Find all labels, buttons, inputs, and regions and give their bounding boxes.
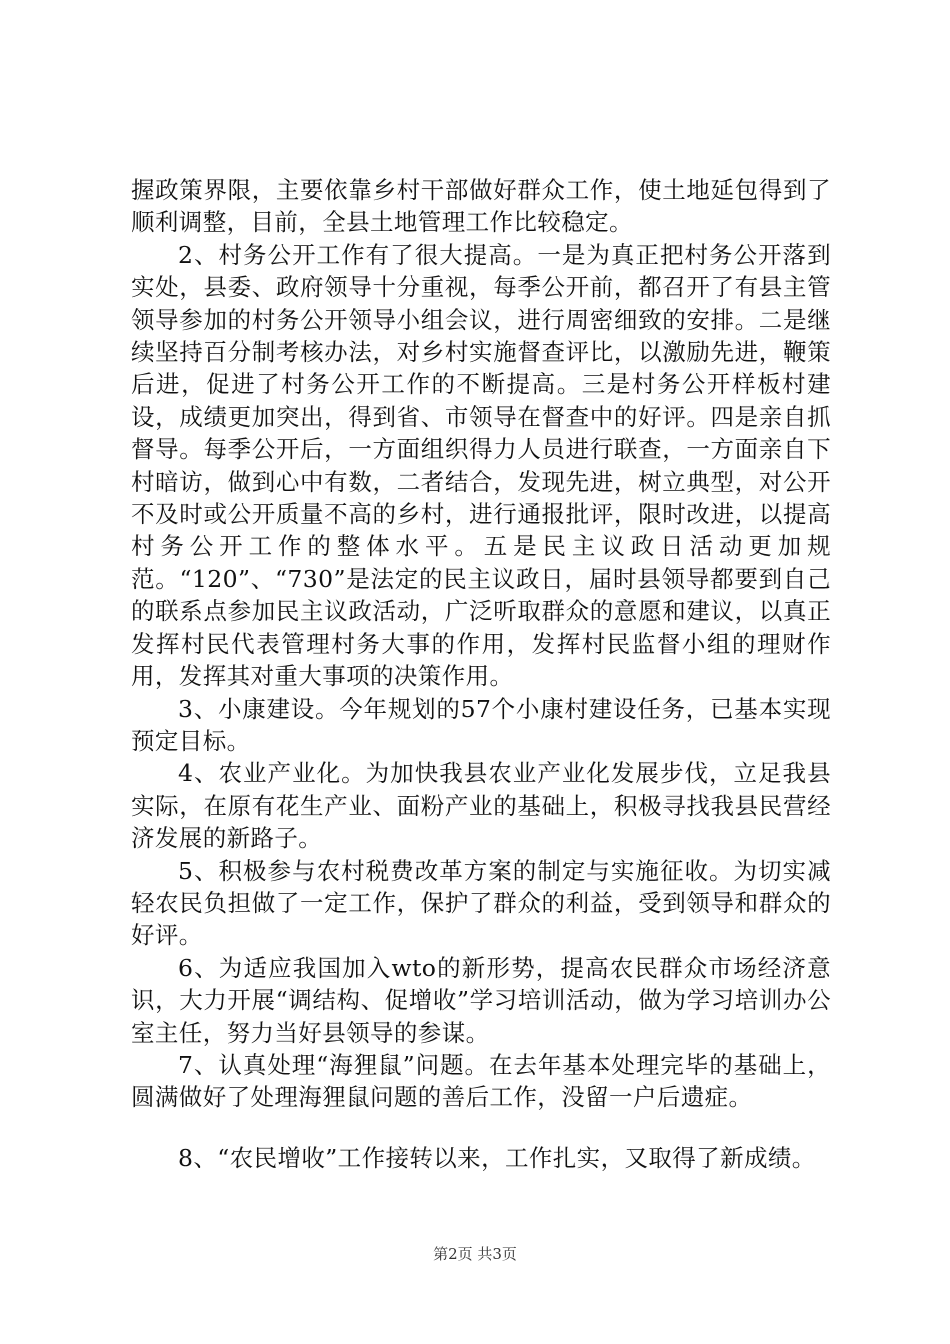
paragraph-item-4: 4、农业产业化。为加快我县农业产业化发展步伐，立足我县实际，在原有花生产业、面粉产业的基础上，积极寻找我县民营经济发展的新路子。 <box>131 759 831 853</box>
paragraph-item-2: 2、村务公开工作有了很大提高。一是为真正把村务公开落到实处，县委、政府领导十分重视，每季公开前，都召开了有县主管领导参加的村务公开领导小组会议，进行周密细致的安排。二是继续坚持百分制考核办法，对乡村实施督查评比，以激励先进，鞭策后进，促进了村务公开工作的不断提高。三是村务公开样板村建设，成绩更加突出，得到省、市领导在督查中的好评。四是亲自抓督导。每季公开后，一方面组织得力人员进行联查，一方面亲自下村暗访，做到心中有数，二者结合，发现先进，树立典型，对公开不及时或公开质量不高的乡村，进行通报批评，限时改进，以提高村务公开工作的整体水平。五是民主议政日活动更加规范。“120”、“730”是法定的民主议政日，届时县领导都要到自己的联系点参加民主议政活动，广泛听取群众的意愿和建议，以真正发挥村民代表管理村务大事的作用，发挥村民监督小组的理财作用，发挥其对重大事项的决策作用。 <box>131 240 831 691</box>
page-number-footer: 第2页 共3页 <box>433 1245 517 1263</box>
paragraph-item-3: 3、小康建设。今年规划的57个小康村建设任务，已基本实现预定目标。 <box>131 694 831 755</box>
document-body <box>131 174 831 1174</box>
paragraph-item-5: 5、积极参与农村税费改革方案的制定与实施征收。为切实减轻农民负担做了一定工作，保护了群众的利益，受到领导和群众的好评。 <box>131 856 831 950</box>
paragraph-continuation: 握政策界限，主要依靠乡村干部做好群众工作，使土地延包得到了顺利调整，目前，全县土地管理工作比较稳定。 <box>131 176 831 237</box>
paragraph-item-8: 8、“农民增收”工作接转以来，工作扎实，又取得了新成绩。 <box>178 1143 816 1172</box>
paragraph-item-7: 7、认真处理“海狸鼠”问题。在去年基本处理完毕的基础上，圆满做好了处理海狸鼠问题的善后工作，没留一户后遗症。 <box>131 1050 831 1112</box>
paragraph-item-6: 6、为适应我国加入wto的新形势，提高农民群众市场经济意识，大力开展“调结构、促增收”学习培训活动，做为学习培训办公室主任，努力当好县领导的参谋。 <box>131 953 831 1047</box>
